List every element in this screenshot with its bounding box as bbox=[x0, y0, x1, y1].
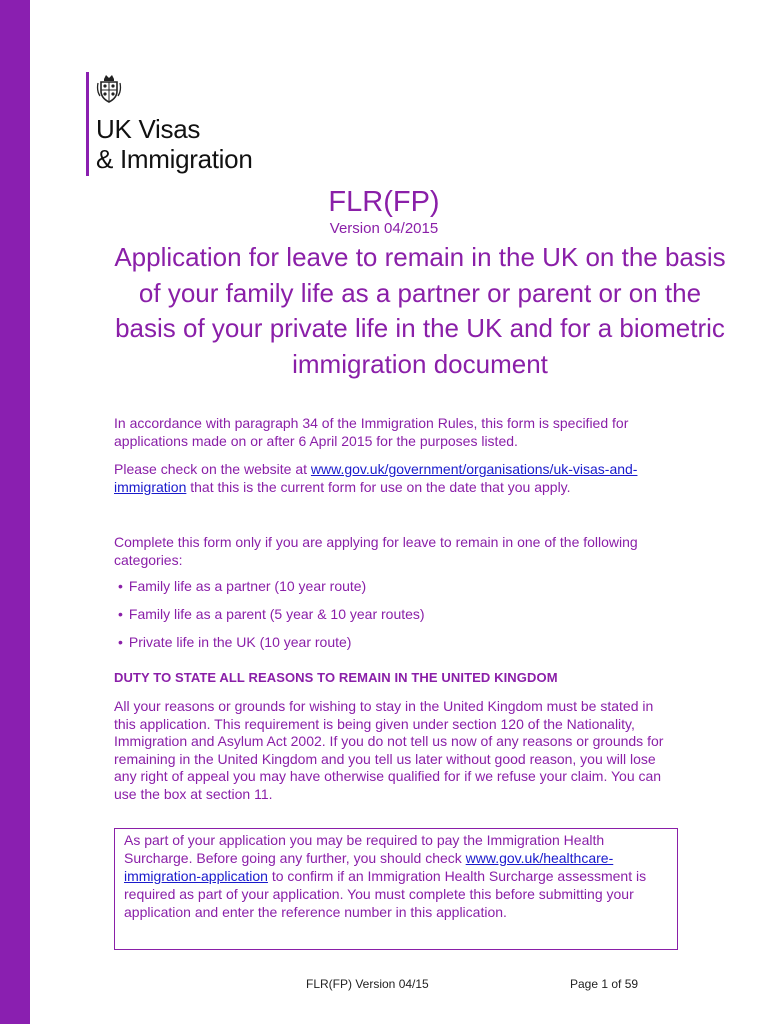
website-check-text-end: that this is the current form for use on the date that you apply. bbox=[186, 478, 571, 495]
left-accent-bar bbox=[0, 0, 30, 1024]
logo-text-uk-visas: UK Visas bbox=[96, 114, 201, 144]
duty-paragraph: All your reasons or grounds for wishing to stay in the United Kingdom must be stated in this application. This requirement is being given under section 120 of the Nationality, Immigration and Asylum Act 2002. If you do not tell us now of any reasons or grounds for remaining in the United Kingdom and you tell us later without good reason, you will lose any right of appeal you may have otherwise qualified for if we refuse your claim. You can use the box at section 11. bbox=[114, 698, 664, 802]
duty-heading: DUTY TO STATE ALL REASONS TO REMAIN IN THE UNITED KINGDOM bbox=[114, 670, 558, 685]
footer-form-version: FLR(FP) Version 04/15 bbox=[306, 977, 429, 991]
footer-page-number: Page 1 of 59 bbox=[570, 977, 639, 991]
intro-paragraph: In accordance with paragraph 34 of the Immigration Rules, this form is specified for applications made on or after 6 April 2015 for the purposes listed. bbox=[114, 415, 629, 449]
logo-divider bbox=[86, 72, 89, 176]
category-item: • Family life as a parent (5 year & 10 year routes) bbox=[118, 606, 425, 634]
surcharge-text-start: As part of your application you may be required to pay the Immigration Health Surcharge. Before going any further, you should check bbox=[124, 832, 605, 866]
page-title: Application for leave to remain in the UK on the basis of your family life as a partner or parent or on the basis of your private life in the UK and for a biometric immigration document bbox=[114, 242, 726, 379]
website-check-text: Please check on the website at bbox=[114, 461, 311, 477]
category-list bbox=[118, 578, 425, 662]
categories-intro: Complete this form only if you are applying for leave to remain in one of the following categories: bbox=[114, 534, 638, 568]
category-item: • Private life in the UK (10 year route) bbox=[118, 634, 425, 662]
royal-crest-icon bbox=[96, 74, 122, 104]
surcharge-notice-box bbox=[114, 828, 678, 950]
surcharge-text-end: to confirm if an Immigration Health Surcharge assessment is required as part of your application. You must complete this before submitting your application and enter the reference number in this application. bbox=[124, 868, 647, 920]
healthcare-immigration-link[interactable]: www.gov.uk/healthcare-immigration-application bbox=[124, 850, 614, 884]
category-item: • Family life as a partner (10 year route) bbox=[118, 578, 425, 606]
ukvi-logo bbox=[86, 72, 274, 180]
form-code: FLR(FP) bbox=[328, 186, 440, 218]
website-check-paragraph bbox=[114, 461, 674, 496]
form-version: Version 04/2015 bbox=[329, 220, 439, 237]
surcharge-notice-text bbox=[124, 831, 670, 921]
ukvi-website-link[interactable]: www.gov.uk/government/organisations/uk-visas-and-immigration bbox=[114, 461, 638, 495]
logo-text-immigration: & Immigration bbox=[96, 144, 253, 174]
